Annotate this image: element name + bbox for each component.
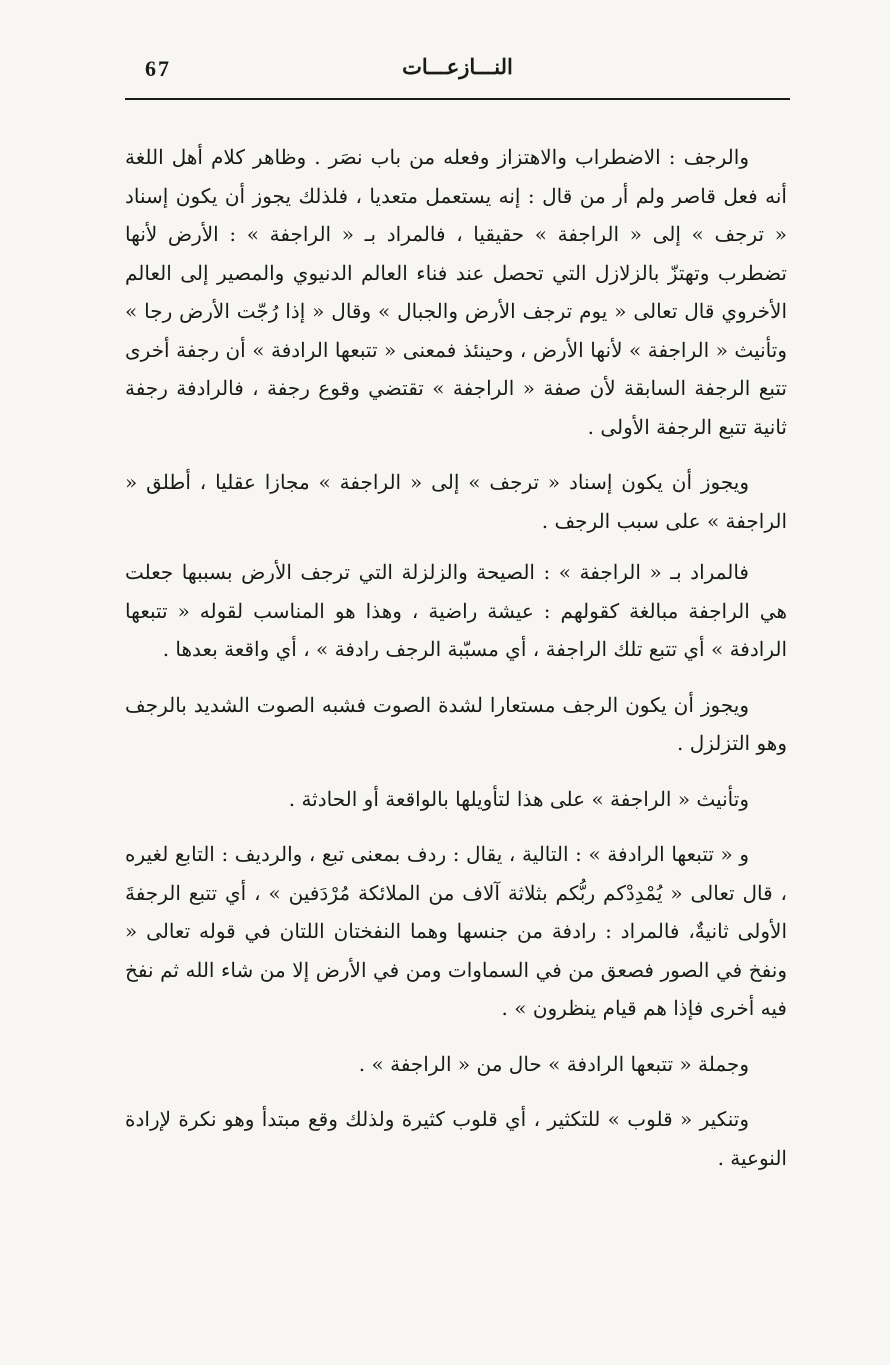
paragraph-5: وتأنيث « الراجفة » على هذا لتأويلها بالواقعة أو الحادثة . xyxy=(288,786,749,811)
page-header xyxy=(125,52,790,100)
paragraph-1: والرجف : الاضطراب والاهتزاز وفعله من باب نصَر . وظاهر كلام أهل اللغة أنه فعل قاصر ولم أر من قال : إنه يستعمل متعديا ، فلذلك يجوز أن يكون إسناد « ترجف » إلى « الراجفة » حقيقيا ، فالمراد بـ « الراجفة » : الأرض لأنها تضطرب وتهتزّ بالزلازل التي تحصل عند فناء العالم الدنيوي والمصير إلى العالم الأخروي قال تعالى « يوم ترجف الأرض والجبال » وقال « إذا رُجّت الأرض رجا » وتأنيث « الراجفة » لأنها الأرض ، وحينئذ فمعنى « تتبعها الرادفة » أن رجفة أخرى تتبع الرجفة السابقة لأن صفة « الراجفة » تقتضي وقوع رجفة ، فالرادفة رجفة ثانية تتبع الرجفة الأولى . xyxy=(125,145,787,439)
paragraph-6: و « تتبعها الرادفة » : التالية ، يقال : ردف بمعنى تبع ، والرديف : التابع لغيره ، قال تعالى « يُمْدِدْكم ربُّكم بثلاثة آلاف من الملائكة مُرْدَفين » ، أي تتبع الرجفةَ الأولى ثانيةٌ، فالمراد : رادفة من جنسها وهما النفختان اللتان في قوله تعالى « ونفخ في الصور فصعق من في السماوات ومن في الأرض إلا من شاء الله ثم نفخ فيه أخرى فإذا هم قيام ينظرون » . xyxy=(125,842,787,1020)
running-title: النـــازعـــات xyxy=(402,54,513,79)
paragraph-2: ويجوز أن يكون إسناد « ترجف » إلى « الراجفة » مجازا عقليا ، أطلق « الراجفة » على سبب الرجف . xyxy=(125,470,787,533)
paragraph-7: وجملة « تتبعها الرادفة » حال من « الراجفة » . xyxy=(358,1051,749,1076)
header-rule xyxy=(125,98,790,100)
paragraph-8: وتنكير « قلوب » للتكثير ، أي قلوب كثيرة ولذلك وقع مبتدأ وهو نكرة لإرادة النوعية . xyxy=(125,1107,787,1170)
body-text xyxy=(125,138,787,1194)
paragraph-3: فالمراد بـ « الراجفة » : الصيحة والزلزلة التي ترجف الأرض بسببها جعلت هي الراجفة مبالغة كقولهم : عيشة راضية ، وهذا هو المناسب لقوله « تتبعها الرادفة » أي تتبع تلك الراجفة ، أي مسبّبة الرجف رادفة » ، أي واقعة بعدها . xyxy=(125,560,787,661)
page-number: 67 xyxy=(145,56,171,81)
paragraph-4: ويجوز أن يكون الرجف مستعارا لشدة الصوت فشبه الصوت الشديد بالرجف وهو التزلزل . xyxy=(125,692,787,755)
